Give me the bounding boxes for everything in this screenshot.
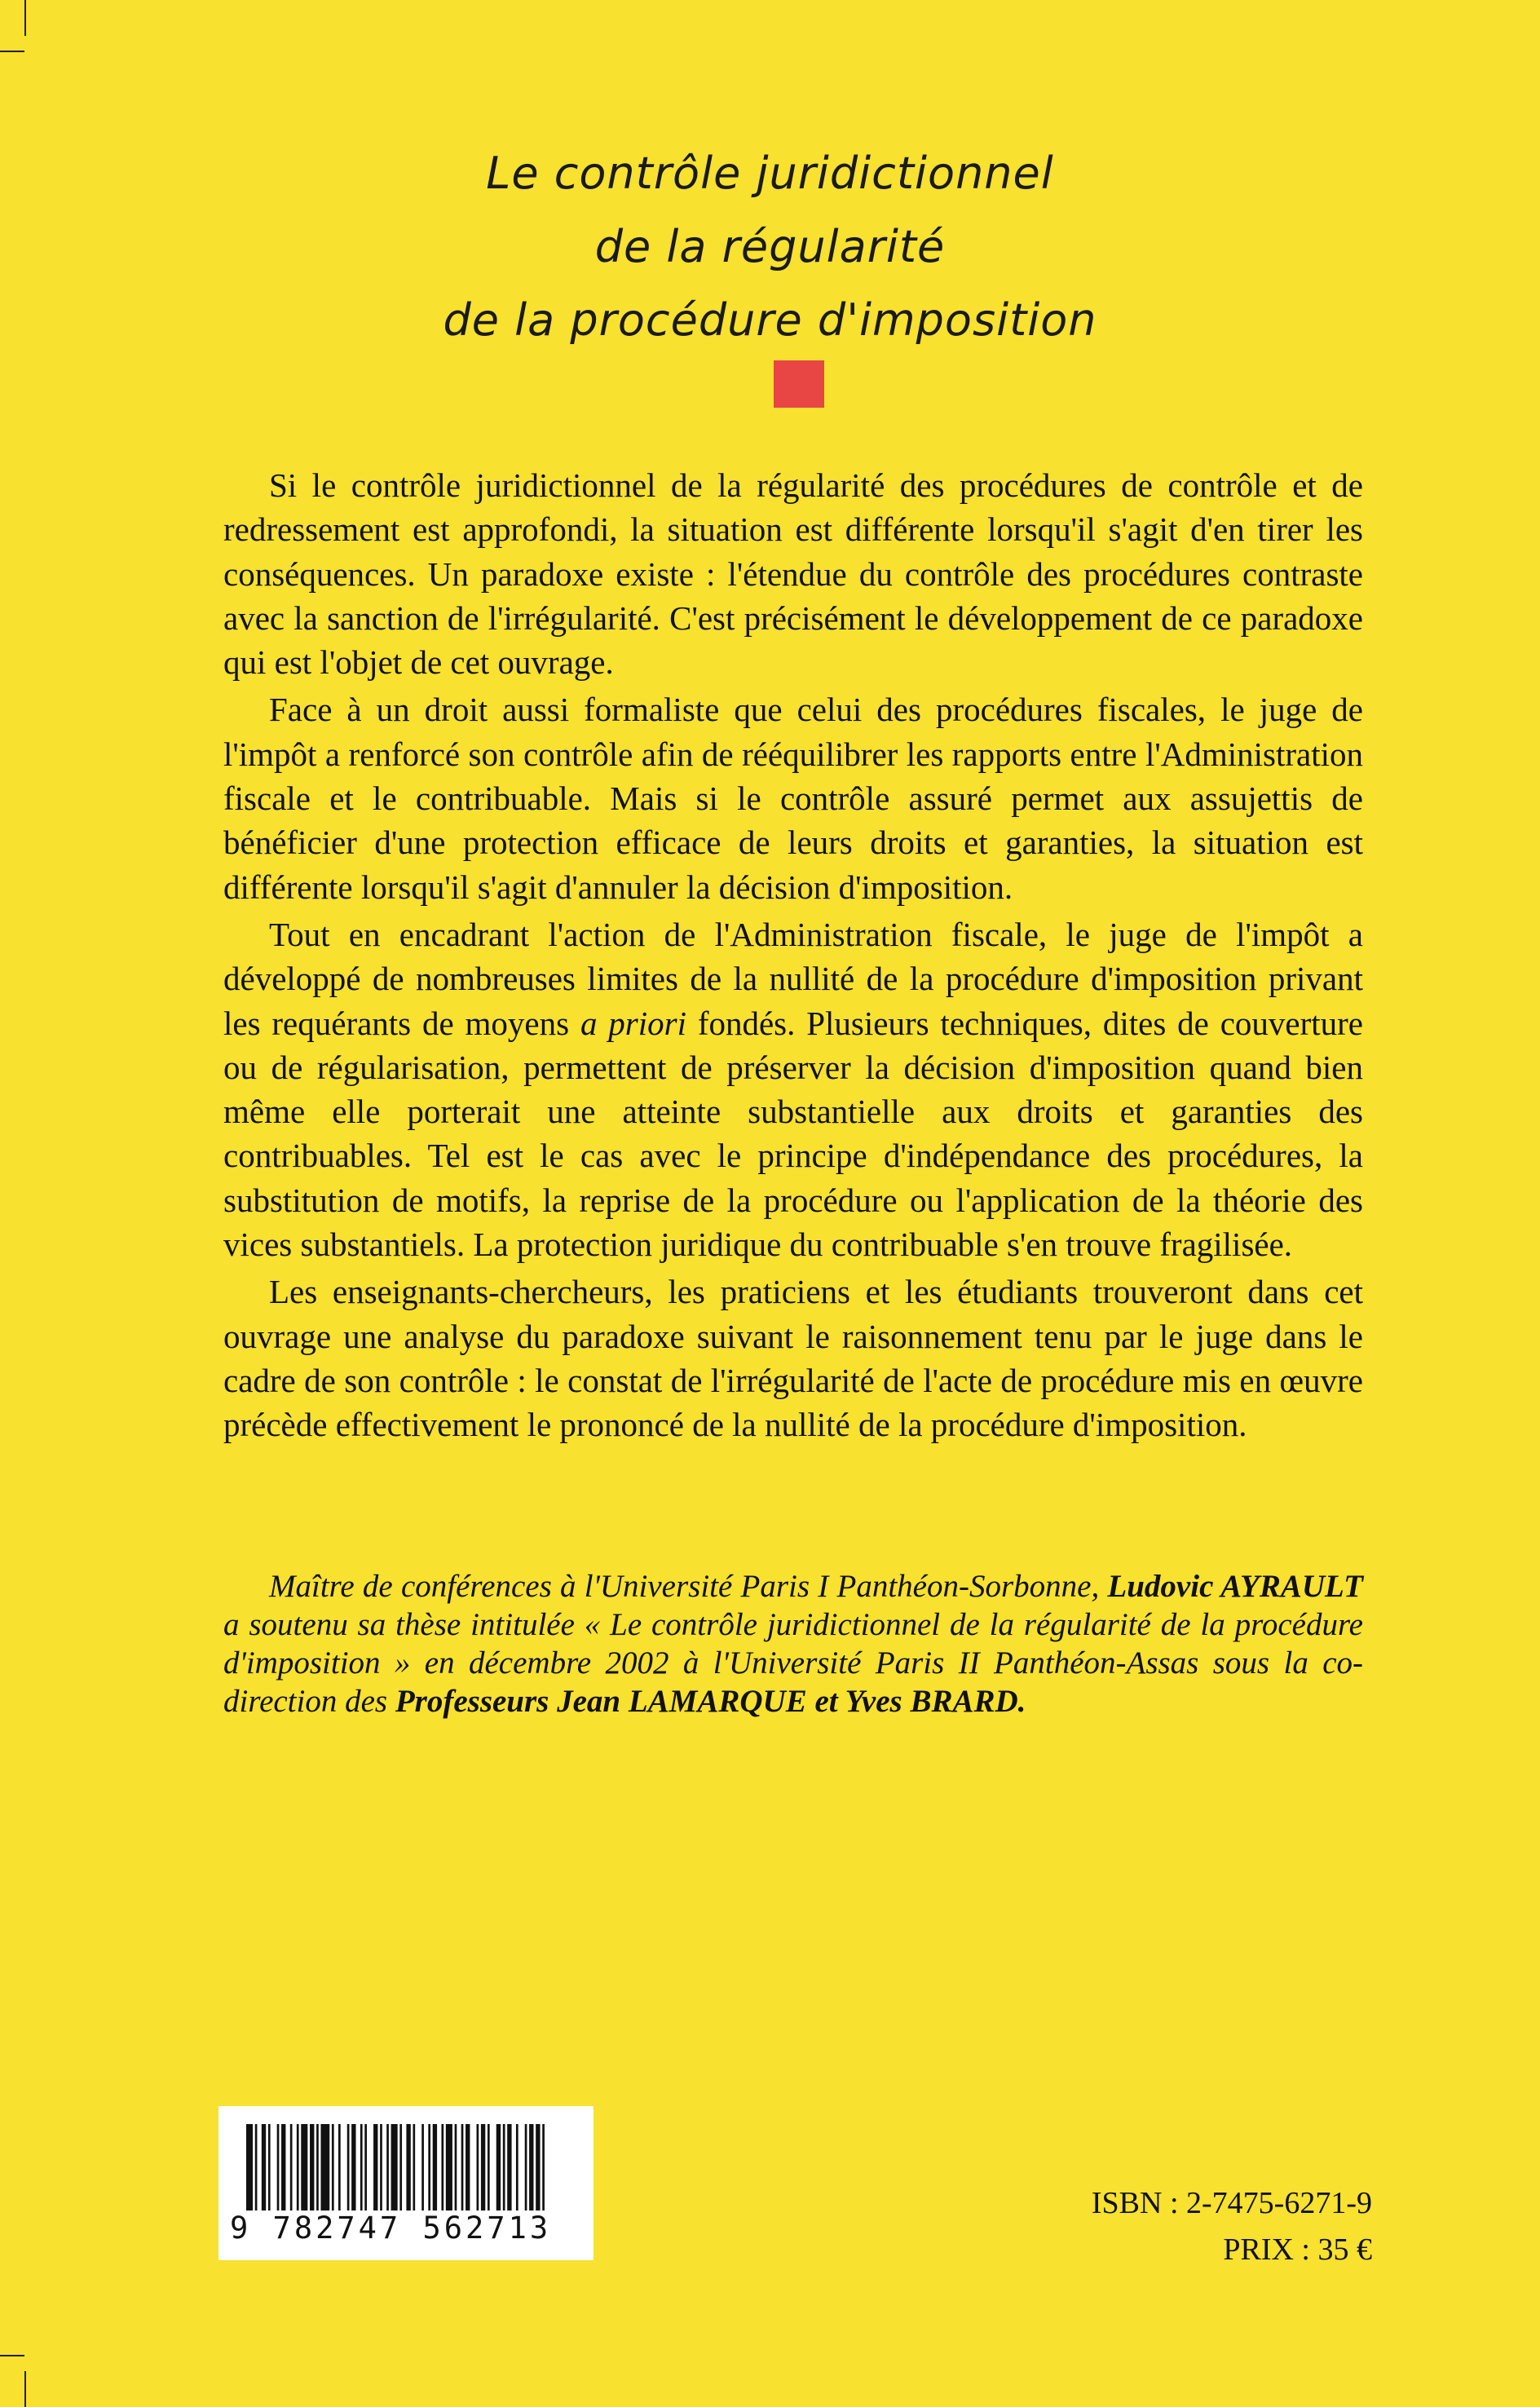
barcode-bar	[503, 2124, 505, 2210]
summary-paragraph-1: Si le contrôle juridictionnel de la régularité des procédures de contrôle et de redressement est approfondi, la situation est différente lorsqu'il s'agit d'en tirer les conséquences. Un paradoxe existe : l'étendue du contrôle des procédures contraste avec la sanction de l'irrégularité. C'est précisément le développement de ce paradoxe qui est l'objet de cet ouvrage.	[223, 466, 1363, 682]
author-name: Ludovic AYRAULT	[1107, 1569, 1363, 1604]
crop-mark-top-left-vertical	[24, 0, 26, 36]
barcode-bar	[455, 2124, 457, 2210]
barcode-bar	[529, 2124, 533, 2210]
barcode-bar	[268, 2124, 271, 2210]
barcode-bar	[262, 2124, 266, 2210]
book-title	[0, 137, 1540, 357]
red-square-ornament	[774, 360, 824, 408]
title-line-2: de la régularité	[594, 221, 946, 272]
summary-paragraph-3	[223, 912, 1363, 1266]
barcode	[218, 2106, 593, 2260]
barcode-bar	[277, 2124, 280, 2210]
paragraph-3-text-end: fondés. Plusieurs techniques, dites de couverture ou de régularisation, permettent de préserver la décision d'imposition quand bien même elle porterait une atteinte substantielle aux droits et garanties des contribuables. Tel est le cas avec le principe d'indépendance des procédures, la substitution de motifs, la reprise de la procédure ou l'application de la théorie des vices substantiels. La protection juridique du contribuable s'en trouve fragilisée.	[223, 1004, 1363, 1264]
barcode-bar	[386, 2124, 389, 2210]
paragraph-3-text-start: Tout en encadrant l'action de l'Administration fiscale, le juge de l'impôt a développé de nombreuses limites de la nullité de la procédure d'imposition privant les requérants de moyens	[223, 915, 1363, 1042]
barcode-bar	[310, 2124, 314, 2210]
barcode-bar	[441, 2124, 443, 2210]
barcode-bar	[360, 2124, 363, 2210]
barcode-bar	[446, 2124, 452, 2210]
barcode-bar	[406, 2124, 410, 2210]
barcode-bar	[281, 2124, 285, 2210]
barcode-bar	[496, 2124, 501, 2210]
barcode-bar	[301, 2124, 307, 2210]
isbn: ISBN : 2-7475-6271-9	[1091, 2186, 1372, 2220]
barcode-bar	[488, 2124, 490, 2210]
barcode-digits: 9 782747 562713	[230, 2210, 552, 2246]
bio-text-2: a soutenu sa thèse intitulée « Le contrôle juridictionnel de la régularité de la procédure d'imposition » en décembre 2002 à l'Université Paris II Panthéon-Assas sous la co-direction des	[223, 1607, 1363, 1719]
barcode-bars	[246, 2124, 551, 2210]
barcode-bar	[433, 2124, 437, 2210]
barcode-bar	[481, 2124, 485, 2210]
barcode-bar	[399, 2124, 402, 2210]
barcode-bar	[380, 2124, 382, 2210]
summary-paragraph-2: Face à un droit aussi formaliste que celui des procédures fiscales, le juge de l'impôt a renforcé son contrôle afin de rééquilibrer les rapports entre l'Administration fiscale et le contribuable. Mais si le contrôle assuré permet aux assujettis de bénéficier d'une protection efficace de leurs droits et garanties, la situation est différente lorsqu'il s'agit d'annuler la décision d'imposition.	[223, 691, 1363, 906]
barcode-bar	[461, 2124, 464, 2210]
barcode-bar	[364, 2124, 367, 2210]
barcode-bar	[477, 2124, 479, 2210]
barcode-bar	[316, 2124, 319, 2210]
back-cover-summary	[223, 463, 1363, 1451]
barcode-bar	[351, 2124, 355, 2210]
barcode-bar	[466, 2124, 470, 2210]
barcode-bar	[347, 2124, 350, 2210]
bio-text-1: Maître de conférences à l'Université Paris I Panthéon-Sorbonne,	[269, 1569, 1108, 1604]
title-line-3: de la procédure d'imposition	[443, 294, 1097, 346]
barcode-bar	[413, 2124, 415, 2210]
barcode-bar	[297, 2124, 299, 2210]
barcode-bar	[338, 2124, 341, 2210]
author-bio-paragraph	[223, 1567, 1363, 1720]
price: PRIX : 35 €	[1223, 2233, 1372, 2267]
barcode-bar	[373, 2124, 377, 2210]
barcode-bar	[507, 2124, 511, 2210]
barcode-bar	[428, 2124, 430, 2210]
barcode-bar	[542, 2124, 545, 2210]
author-bio	[223, 1567, 1363, 1720]
barcode-bar	[525, 2124, 527, 2210]
barcode-bar	[255, 2124, 258, 2210]
title-line-1: Le contrôle juridictionnel	[486, 148, 1054, 199]
crop-mark-bottom-left-horizontal	[0, 2355, 24, 2356]
barcode-bar	[516, 2124, 518, 2210]
paragraph-3-italic: a priori	[580, 1004, 686, 1042]
crop-mark-bottom-left-vertical	[24, 2371, 26, 2407]
barcode-bar	[290, 2124, 293, 2210]
barcode-bar	[332, 2124, 334, 2210]
barcode-bar	[246, 2124, 253, 2210]
crop-mark-top-left-horizontal	[0, 51, 24, 52]
barcode-bar	[320, 2124, 329, 2210]
barcode-bar	[391, 2124, 398, 2210]
barcode-bar	[421, 2124, 424, 2210]
thesis-supervisors: Professeurs Jean LAMARQUE et Yves BRARD.	[395, 1684, 1026, 1719]
barcode-bar	[536, 2124, 540, 2210]
summary-paragraph-4: Les enseignants-chercheurs, les praticiens et les étudiants trouveront dans cet ouvrage une analyse du paradoxe suivant le raisonnement tenu par le juge dans le cadre de son contrôle : le constat de l'irrégularité de l'acte de procédure mis en œuvre précède effectivement le prononcé de la nullité de la procédure d'imposition.	[223, 1273, 1363, 1444]
